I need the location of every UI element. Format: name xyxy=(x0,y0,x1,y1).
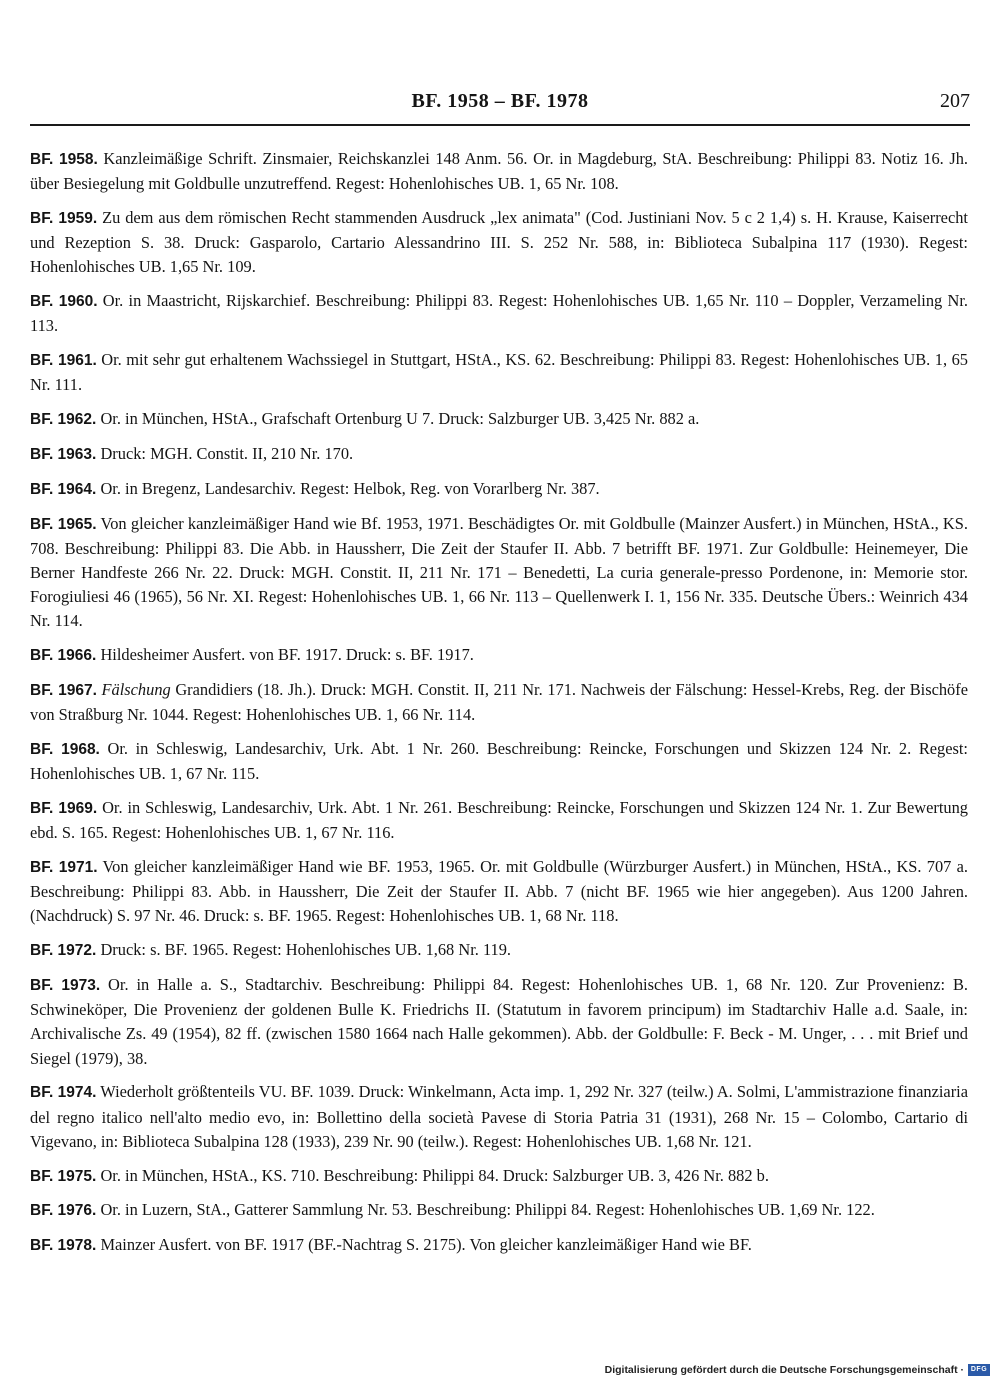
entry-bf-1966 xyxy=(30,643,968,668)
entry-text: Zu dem aus dem römischen Recht stammenden Ausdruck „lex animata" (Cod. Justiniani Nov. 5 c 2 1,4) s. H. Krause, Kaiserrecht und Rezeption S. 38. Druck: Gasparolo, Cartario Alessandrino III. S. 252 Nr. 588, in: Biblioteca Subalpina 117 (1930). Regest: Hohenlohisches UB. 1,65 Nr. 109. xyxy=(30,208,968,277)
entry-text: Or. in Maastricht, Rijskarchief. Beschreibung: Philippi 83. Regest: Hohenlohisches UB. 1,65 Nr. 110 – Doppler, Verzameling Nr. 113. xyxy=(30,291,968,336)
entry-number: BF. 1959. xyxy=(30,210,98,227)
entry-bf-1961 xyxy=(30,348,968,397)
entry-bf-1968 xyxy=(30,737,968,786)
page-header xyxy=(30,88,970,126)
entry-bf-1975 xyxy=(30,1164,968,1189)
entry-number: BF. 1978. xyxy=(30,1237,97,1255)
entry-bf-1958 xyxy=(30,147,968,196)
entry-text: Or. in Schleswig, Landesarchiv, Urk. Abt. 1 Nr. 261. Beschreibung: Reincke, Forschungen und Skizzen 124 Nr. 1. Zur Bewertung ebd. S. 165. Regest: Hohenlohisches UB. 1, 67 Nr. 116. xyxy=(30,798,968,843)
entry-number: BF. 1967. xyxy=(30,682,97,699)
entry-number: BF. 1975. xyxy=(30,1167,97,1185)
entry-number: BF. 1962. xyxy=(30,411,97,429)
entry-bf-1974 xyxy=(30,1080,968,1154)
entry-text: Von gleicher kanzleimäßiger Hand wie Bf. 1953, 1971. Beschädigtes Or. mit Goldbulle (Mainzer Ausfert.) in München, HStA., KS. 708. Beschreibung: Philippi 83. Die Abb. in Haussherr, Die Zeit der Staufer II. Abb. 7 betrifft BF. 1971. Zur Goldbulle: Heinemeyer, Die Berner Handfeste 266 Nr. 22. Druck: MGH. Constit. II, 211 Nr. 171 – Benedetti, La curia generale-presso Pordenone, in: Memorie stor. Forogiuliesi 46 (1965), 56 Nr. XI. Regest: Hohenlohisches UB. 1, 66 Nr. 113 – Quellenwerk I. 1, 156 Nr. 335. Deutsche Übers.: Weinrich 434 Nr. 114. xyxy=(30,513,968,631)
entry-bf-1978 xyxy=(30,1233,968,1258)
entry-text: Kanzleimäßige Schrift. Zinsmaier, Reichskanzlei 148 Anm. 56. Or. in Magdeburg, StA. Beschreibung: Philippi 83. Notiz 16. Jh. über Besiegelung mit Goldbulle unzutreffend. Regest: Hohenlohisches UB. 1, 65 Nr. 108. xyxy=(30,149,968,194)
entry-number: BF. 1974. xyxy=(30,1084,97,1102)
entry-bf-1962 xyxy=(30,407,968,432)
entry-bf-1972 xyxy=(30,938,968,963)
entry-text: Grandidiers (18. Jh.). Druck: MGH. Constit. II, 211 Nr. 171. Nachweis der Fälschung: Hessel-Krebs, Reg. der Bischöfe von Straßburg Nr. 1044. Regest: Hohenlohisches UB. 1, 66 Nr. 114. xyxy=(30,680,968,725)
entry-text: Or. in München, HStA., KS. 710. Beschreibung: Philippi 84. Druck: Salzburger UB. 3, 426 Nr. 882 b. xyxy=(96,1165,769,1185)
entry-number: BF. 1960. xyxy=(30,293,98,311)
entry-number: BF. 1973. xyxy=(30,977,101,994)
entry-number: BF. 1976. xyxy=(30,1202,97,1220)
entry-bf-1973 xyxy=(30,973,968,1071)
entry-number: BF. 1958. xyxy=(30,151,98,168)
entry-number: BF. 1968. xyxy=(30,741,100,758)
entry-bf-1976 xyxy=(30,1198,968,1223)
entry-number: BF. 1969. xyxy=(30,800,98,817)
entry-list xyxy=(30,147,968,1268)
running-title: BF. 1958 – BF. 1978 xyxy=(411,90,589,112)
entry-number: BF. 1972. xyxy=(30,942,97,960)
entry-bf-1963 xyxy=(30,442,968,467)
funding-footer xyxy=(605,1364,990,1376)
entry-number: BF. 1971. xyxy=(30,859,98,876)
entry-bf-1965 xyxy=(30,512,968,634)
dfg-logo-icon: DFG xyxy=(968,1364,990,1376)
page-number: 207 xyxy=(940,90,970,112)
entry-bf-1969 xyxy=(30,796,968,845)
entry-text: Hildesheimer Ausfert. von BF. 1917. Druck: s. BF. 1917. xyxy=(96,645,474,665)
entry-text: Mainzer Ausfert. von BF. 1917 (BF.-Nachtrag S. 2175). Von gleicher kanzleimäßiger Hand wie BF. xyxy=(96,1235,752,1255)
entry-number: BF. 1964. xyxy=(30,480,97,498)
entry-bf-1967 xyxy=(30,678,968,727)
entry-text: Wiederholt größtenteils VU. BF. 1039. Druck: Winkelmann, Acta imp. 1, 292 Nr. 327 (teilw.) A. Solmi, L'ammistrazione finanziaria del regno italico nell'alto medio evo, in: Bollettino della società Pavese di Storia Patria 31 (1931), 268 Nr. 15 – Colombo, Cartario di Vigevano, in: Biblioteca Subalpina 128 (1933), 239 Nr. 90 (teilw.). Regest: Hohenlohisches UB. 1,68 Nr. 121. xyxy=(30,1082,968,1151)
entry-text: Or. mit sehr gut erhaltenem Wachssiegel in Stuttgart, HStA., KS. 62. Beschreibung: Philippi 83. Regest: Hohenlohisches UB. 1, 65 Nr. 111. xyxy=(30,350,968,395)
entry-text: Or. in München, HStA., Grafschaft Ortenburg U 7. Druck: Salzburger UB. 3,425 Nr. 882 a. xyxy=(96,409,700,429)
entry-number: BF. 1961. xyxy=(30,352,97,370)
entry-emphasis: Fälschung xyxy=(101,680,171,699)
funding-note: Digitalisierung gefördert durch die Deutsche Forschungsgemeinschaft · xyxy=(604,1364,964,1376)
entry-text: Von gleicher kanzleimäßiger Hand wie BF. 1953, 1965. Or. mit Goldbulle (Würzburger Ausfert.) in München, HStA., KS. 707 a. Beschreibung: Philippi 83. Abb. in Haussherr, Die Zeit der Staufer II. Abb. 7 (nicht BF. 1965 wie hier angegeben). Aus 1200 Jahren. (Nachdruck) S. 97 Nr. 46. Druck: s. BF. 1965. Regest: Hohenlohisches UB. 1, 68 Nr. 118. xyxy=(30,857,968,926)
entry-text: Druck: s. BF. 1965. Regest: Hohenlohisches UB. 1,68 Nr. 119. xyxy=(96,940,512,960)
entry-number: BF. 1963. xyxy=(30,446,97,463)
entry-text: Or. in Halle a. S., Stadtarchiv. Beschreibung: Philippi 84. Regest: Hohenlohisches UB. 1, 68 Nr. 120. Zur Provenienz: B. Schwineköper, Die Provenienz der goldenen Bulle K. Friedrichs II. (Statutum in favorem principum) im Stadtarchiv Halle a.d. Saale, in: Archivalische Zs. 49 (1954), 82 ff. (zwischen 1580 1664 nach Halle gekommen). Abb. der Goldbulle: F. Beck - M. Unger, . . . mit Brief und Siegel (1979), 38. xyxy=(30,975,968,1068)
entry-text: Or. in Bregenz, Landesarchiv. Regest: Helbok, Reg. von Vorarlberg Nr. 387. xyxy=(96,478,600,498)
entry-text: Or. in Luzern, StA., Gatterer Sammlung Nr. 53. Beschreibung: Philippi 84. Regest: Hohenlohisches UB. 1,69 Nr. 122. xyxy=(96,1200,875,1220)
entry-bf-1959 xyxy=(30,206,968,280)
entry-text: Druck: MGH. Constit. II, 210 Nr. 170. xyxy=(96,444,354,463)
entry-bf-1960 xyxy=(30,289,968,338)
entry-number: BF. 1965. xyxy=(30,515,97,533)
entry-bf-1964 xyxy=(30,477,968,502)
entry-bf-1971 xyxy=(30,855,968,929)
entry-text: Or. in Schleswig, Landesarchiv, Urk. Abt. 1 Nr. 260. Beschreibung: Reincke, Forschungen und Skizzen 124 Nr. 2. Regest: Hohenlohisches UB. 1, 67 Nr. 115. xyxy=(30,739,968,784)
entry-number: BF. 1966. xyxy=(30,647,97,665)
